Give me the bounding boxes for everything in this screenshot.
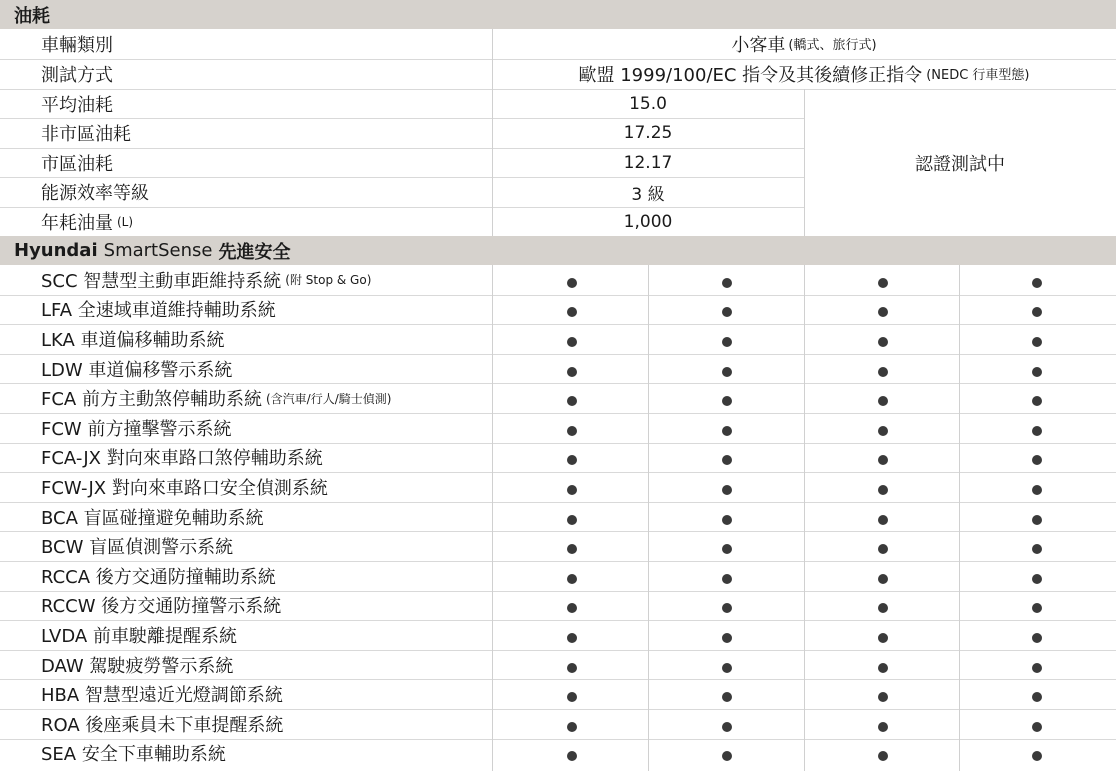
- feature-row: [0, 413, 1116, 443]
- standard-dot-icon: [878, 515, 888, 525]
- divider: [0, 443, 1116, 444]
- test-method-value: 歐盟 1999/100/EC 指令及其後續修正指令 (NEDC 行車型態): [578, 64, 1030, 86]
- standard-dot-icon: [1032, 722, 1042, 732]
- standard-dot-icon: [722, 307, 732, 317]
- feature-row: [0, 295, 1116, 325]
- annual-fuel-value: 1,000: [623, 211, 673, 232]
- divider: [804, 89, 805, 236]
- standard-dot-icon: [878, 633, 888, 643]
- standard-dot-icon: [567, 485, 577, 495]
- efficiency-value: 3 級: [631, 184, 665, 205]
- safety-section-header: [0, 236, 1116, 265]
- standard-dot-icon: [878, 663, 888, 673]
- standard-dot-icon: [567, 544, 577, 554]
- standard-dot-icon: [878, 574, 888, 584]
- standard-dot-icon: [722, 396, 732, 406]
- standard-dot-icon: [1032, 692, 1042, 702]
- feature-row: [0, 472, 1116, 502]
- vehicle-type-row: [0, 29, 1116, 59]
- divider: [492, 29, 493, 236]
- feature-row: [0, 650, 1116, 680]
- non-urban-fuel-value: 17.25: [623, 123, 673, 144]
- standard-dot-icon: [878, 278, 888, 288]
- urban-fuel-label: 市區油耗: [41, 153, 113, 175]
- feature-label: RCCA 後方交通防撞輔助系統: [41, 566, 276, 588]
- standard-dot-icon: [567, 751, 577, 761]
- divider: [0, 324, 1116, 325]
- feature-label: DAW 駕駛疲勞警示系統: [41, 655, 234, 677]
- standard-dot-icon: [878, 396, 888, 406]
- efficiency-label: 能源效率等級: [41, 183, 149, 205]
- standard-dot-icon: [1032, 278, 1042, 288]
- feature-row: [0, 354, 1116, 384]
- standard-dot-icon: [878, 367, 888, 377]
- avg-fuel-value: 15.0: [629, 93, 667, 114]
- standard-dot-icon: [1032, 515, 1042, 525]
- standard-dot-icon: [567, 574, 577, 584]
- standard-dot-icon: [722, 751, 732, 761]
- standard-dot-icon: [567, 663, 577, 673]
- standard-dot-icon: [567, 337, 577, 347]
- standard-dot-icon: [567, 692, 577, 702]
- test-method-label: 測試方式: [41, 64, 113, 86]
- feature-row: [0, 620, 1116, 650]
- standard-dot-icon: [1032, 455, 1042, 465]
- standard-dot-icon: [722, 515, 732, 525]
- divider: [0, 679, 1116, 680]
- standard-dot-icon: [722, 574, 732, 584]
- divider: [0, 472, 1116, 473]
- standard-dot-icon: [722, 455, 732, 465]
- divider: [0, 118, 804, 119]
- feature-label: SEA 安全下車輔助系統: [41, 744, 226, 766]
- standard-dot-icon: [1032, 337, 1042, 347]
- divider: [0, 354, 1116, 355]
- feature-row: [0, 591, 1116, 621]
- divider: [0, 89, 1116, 90]
- feature-row: [0, 739, 1116, 769]
- standard-dot-icon: [722, 544, 732, 554]
- standard-dot-icon: [722, 692, 732, 702]
- feature-label: FCA-JX 對向來車路口煞停輔助系統: [41, 448, 323, 470]
- feature-label: BCW 盲區偵測警示系統: [41, 537, 234, 559]
- standard-dot-icon: [567, 367, 577, 377]
- standard-dot-icon: [567, 426, 577, 436]
- standard-dot-icon: [1032, 603, 1042, 613]
- standard-dot-icon: [1032, 663, 1042, 673]
- feature-label: ROA 後座乘員未下車提醒系統: [41, 714, 284, 736]
- standard-dot-icon: [722, 278, 732, 288]
- divider: [0, 177, 804, 178]
- safety-title-brand: Hyundai: [14, 240, 98, 261]
- feature-row: [0, 443, 1116, 473]
- feature-label: BCA 盲區碰撞避免輔助系統: [41, 507, 264, 529]
- feature-row: [0, 679, 1116, 709]
- divider: [0, 739, 1116, 740]
- divider: [0, 531, 1116, 532]
- feature-label: HBA 智慧型遠近光燈調節系統: [41, 685, 283, 707]
- standard-dot-icon: [878, 544, 888, 554]
- standard-dot-icon: [878, 751, 888, 761]
- standard-dot-icon: [878, 603, 888, 613]
- feature-label: FCW-JX 對向來車路口安全偵測系統: [41, 477, 328, 499]
- feature-label: RCCW 後方交通防撞警示系統: [41, 596, 282, 618]
- divider: [804, 265, 805, 771]
- standard-dot-icon: [1032, 396, 1042, 406]
- feature-label: LVDA 前車駛離提醒系統: [41, 625, 237, 647]
- standard-dot-icon: [567, 603, 577, 613]
- feature-row: [0, 324, 1116, 354]
- standard-dot-icon: [878, 722, 888, 732]
- safety-title-suffix: 先進安全: [218, 241, 291, 263]
- feature-label: LFA 全速域車道維持輔助系統: [41, 300, 276, 322]
- feature-row: [0, 531, 1116, 561]
- feature-row: [0, 383, 1116, 413]
- standard-dot-icon: [567, 455, 577, 465]
- standard-dot-icon: [1032, 574, 1042, 584]
- feature-row: [0, 265, 1116, 295]
- fuel-section-header: [0, 0, 1116, 29]
- divider: [492, 265, 493, 771]
- feature-label: FCW 前方撞擊警示系統: [41, 418, 232, 440]
- feature-label: SCC 智慧型主動車距維持系統 (附 Stop & Go): [41, 270, 372, 292]
- standard-dot-icon: [722, 367, 732, 377]
- standard-dot-icon: [567, 722, 577, 732]
- avg-fuel-label: 平均油耗: [41, 94, 113, 116]
- certification-status: 認證測試中: [915, 153, 1005, 175]
- divider: [0, 650, 1116, 651]
- divider: [959, 265, 960, 771]
- test-method-row: [0, 59, 1116, 89]
- standard-dot-icon: [722, 633, 732, 643]
- standard-dot-icon: [567, 515, 577, 525]
- standard-dot-icon: [878, 337, 888, 347]
- feature-row: [0, 502, 1116, 532]
- standard-dot-icon: [878, 692, 888, 702]
- non-urban-fuel-label: 非市區油耗: [41, 124, 131, 146]
- urban-fuel-value: 12.17: [623, 152, 673, 173]
- divider: [0, 207, 804, 208]
- feature-row: [0, 561, 1116, 591]
- feature-label: LDW 車道偏移警示系統: [41, 359, 233, 381]
- standard-dot-icon: [567, 396, 577, 406]
- standard-dot-icon: [1032, 307, 1042, 317]
- vehicle-type-value: 小客車 (轎式、旅行式): [731, 34, 877, 56]
- safety-title-smartsense: SmartSense: [103, 240, 213, 261]
- divider: [0, 413, 1116, 414]
- standard-dot-icon: [878, 307, 888, 317]
- standard-dot-icon: [722, 485, 732, 495]
- divider: [0, 620, 1116, 621]
- divider: [0, 295, 1116, 296]
- divider: [0, 561, 1116, 562]
- standard-dot-icon: [1032, 426, 1042, 436]
- divider: [0, 591, 1116, 592]
- standard-dot-icon: [722, 426, 732, 436]
- standard-dot-icon: [567, 307, 577, 317]
- standard-dot-icon: [1032, 633, 1042, 643]
- standard-dot-icon: [878, 485, 888, 495]
- standard-dot-icon: [1032, 751, 1042, 761]
- standard-dot-icon: [1032, 367, 1042, 377]
- standard-dot-icon: [878, 455, 888, 465]
- divider: [0, 148, 804, 149]
- divider: [0, 383, 1116, 384]
- standard-dot-icon: [567, 633, 577, 643]
- divider: [648, 265, 649, 771]
- annual-fuel-label: 年耗油量 (L): [41, 212, 134, 234]
- standard-dot-icon: [1032, 485, 1042, 495]
- feature-row: [0, 709, 1116, 739]
- feature-label: FCA 前方主動煞停輔助系統 (含汽車/行人/騎士偵測): [41, 389, 392, 411]
- standard-dot-icon: [1032, 544, 1042, 554]
- standard-dot-icon: [878, 426, 888, 436]
- standard-dot-icon: [567, 278, 577, 288]
- vehicle-type-label: 車輛類別: [41, 34, 113, 56]
- divider: [0, 502, 1116, 503]
- divider: [0, 59, 1116, 60]
- standard-dot-icon: [722, 603, 732, 613]
- standard-dot-icon: [722, 337, 732, 347]
- standard-dot-icon: [722, 722, 732, 732]
- divider: [0, 709, 1116, 710]
- fuel-section-title: 油耗: [14, 5, 50, 27]
- standard-dot-icon: [722, 663, 732, 673]
- feature-label: LKA 車道偏移輔助系統: [41, 329, 225, 351]
